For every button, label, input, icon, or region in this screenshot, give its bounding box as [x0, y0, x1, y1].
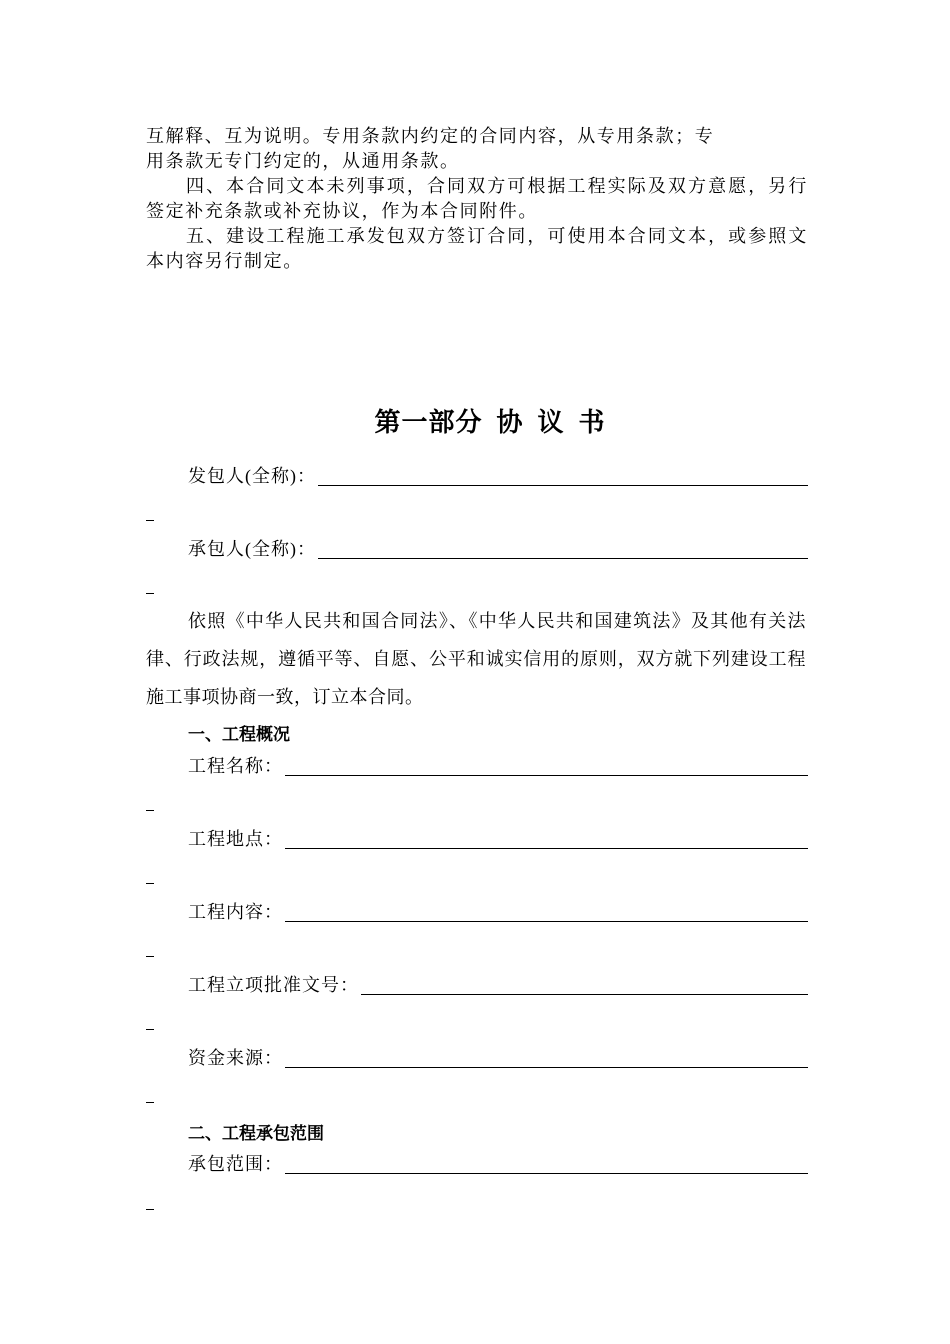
- project-name-field[interactable]: [188, 752, 808, 778]
- employer-blank-line[interactable]: [318, 465, 808, 486]
- approval-number-line-continuation: [146, 1029, 154, 1030]
- project-content-label: 工程内容：: [188, 902, 283, 922]
- project-name-blank-line[interactable]: [285, 755, 808, 776]
- project-location-line-continuation: [146, 883, 154, 884]
- scope-field[interactable]: [188, 1150, 808, 1176]
- approval-number-field[interactable]: [188, 971, 808, 997]
- scope-line-continuation: [146, 1209, 154, 1210]
- project-name-label: 工程名称：: [188, 756, 283, 776]
- fund-source-line-continuation: [146, 1102, 154, 1103]
- project-content-field[interactable]: [188, 898, 808, 924]
- employer-line-continuation: [146, 520, 154, 521]
- employer-field[interactable]: [188, 462, 808, 488]
- approval-number-blank-line[interactable]: [361, 974, 808, 995]
- fund-source-label: 资金来源：: [188, 1048, 283, 1068]
- contractor-line-continuation: [146, 593, 154, 594]
- project-content-blank-line[interactable]: [285, 901, 808, 922]
- contractor-field[interactable]: [188, 535, 808, 561]
- intro-paragraph-5: 五、建设工程施工承发包双方签订合同，可使用本合同文本，或参照文本内容另行制定。: [146, 226, 808, 272]
- intro-paragraph-3-line-1: 互解释、互为说明。专用条款内约定的合同内容，从专用条款；专: [146, 126, 715, 147]
- title-char-2: 议: [537, 408, 565, 438]
- project-content-line-continuation: [146, 956, 154, 957]
- intro-paragraph-4: 四、本合同文本未列事项，合同双方可根据工程实际及双方意愿，另行签定补充条款或补充协议，作为本合同附件。: [146, 176, 808, 222]
- intro-section: [146, 124, 808, 274]
- basis-paragraph: [146, 602, 806, 716]
- title-char-3: 书: [578, 408, 606, 438]
- heading-contract-scope: 二、工程承包范围: [188, 1124, 324, 1144]
- project-name-line-continuation: [146, 810, 154, 811]
- fund-source-field[interactable]: [188, 1044, 808, 1070]
- title-char-1: 协: [496, 408, 524, 438]
- project-location-field[interactable]: [188, 825, 808, 851]
- title-part: 第一部分: [374, 408, 483, 438]
- project-location-blank-line[interactable]: [285, 828, 808, 849]
- section-title: [0, 402, 950, 439]
- scope-blank-line[interactable]: [285, 1153, 808, 1174]
- basis-text: 依照《中华人民共和国合同法》、《中华人民共和国建筑法》及其他有关法律、行政法规，遵循平等、自愿、公平和诚实信用的原则，双方就下列建设工程施工事项协商一致，订立本合同。: [146, 611, 806, 707]
- contractor-blank-line[interactable]: [318, 538, 808, 559]
- heading-project-overview: 一、工程概况: [188, 725, 290, 745]
- approval-number-label: 工程立项批准文号：: [188, 975, 359, 995]
- employer-label: 发包人(全称)：: [188, 466, 316, 486]
- intro-paragraph-3-line-2: 用条款无专门约定的，从通用条款。: [146, 151, 460, 172]
- contractor-label: 承包人(全称)：: [188, 539, 316, 559]
- scope-label: 承包范围：: [188, 1154, 283, 1174]
- project-location-label: 工程地点：: [188, 829, 283, 849]
- fund-source-blank-line[interactable]: [285, 1047, 808, 1068]
